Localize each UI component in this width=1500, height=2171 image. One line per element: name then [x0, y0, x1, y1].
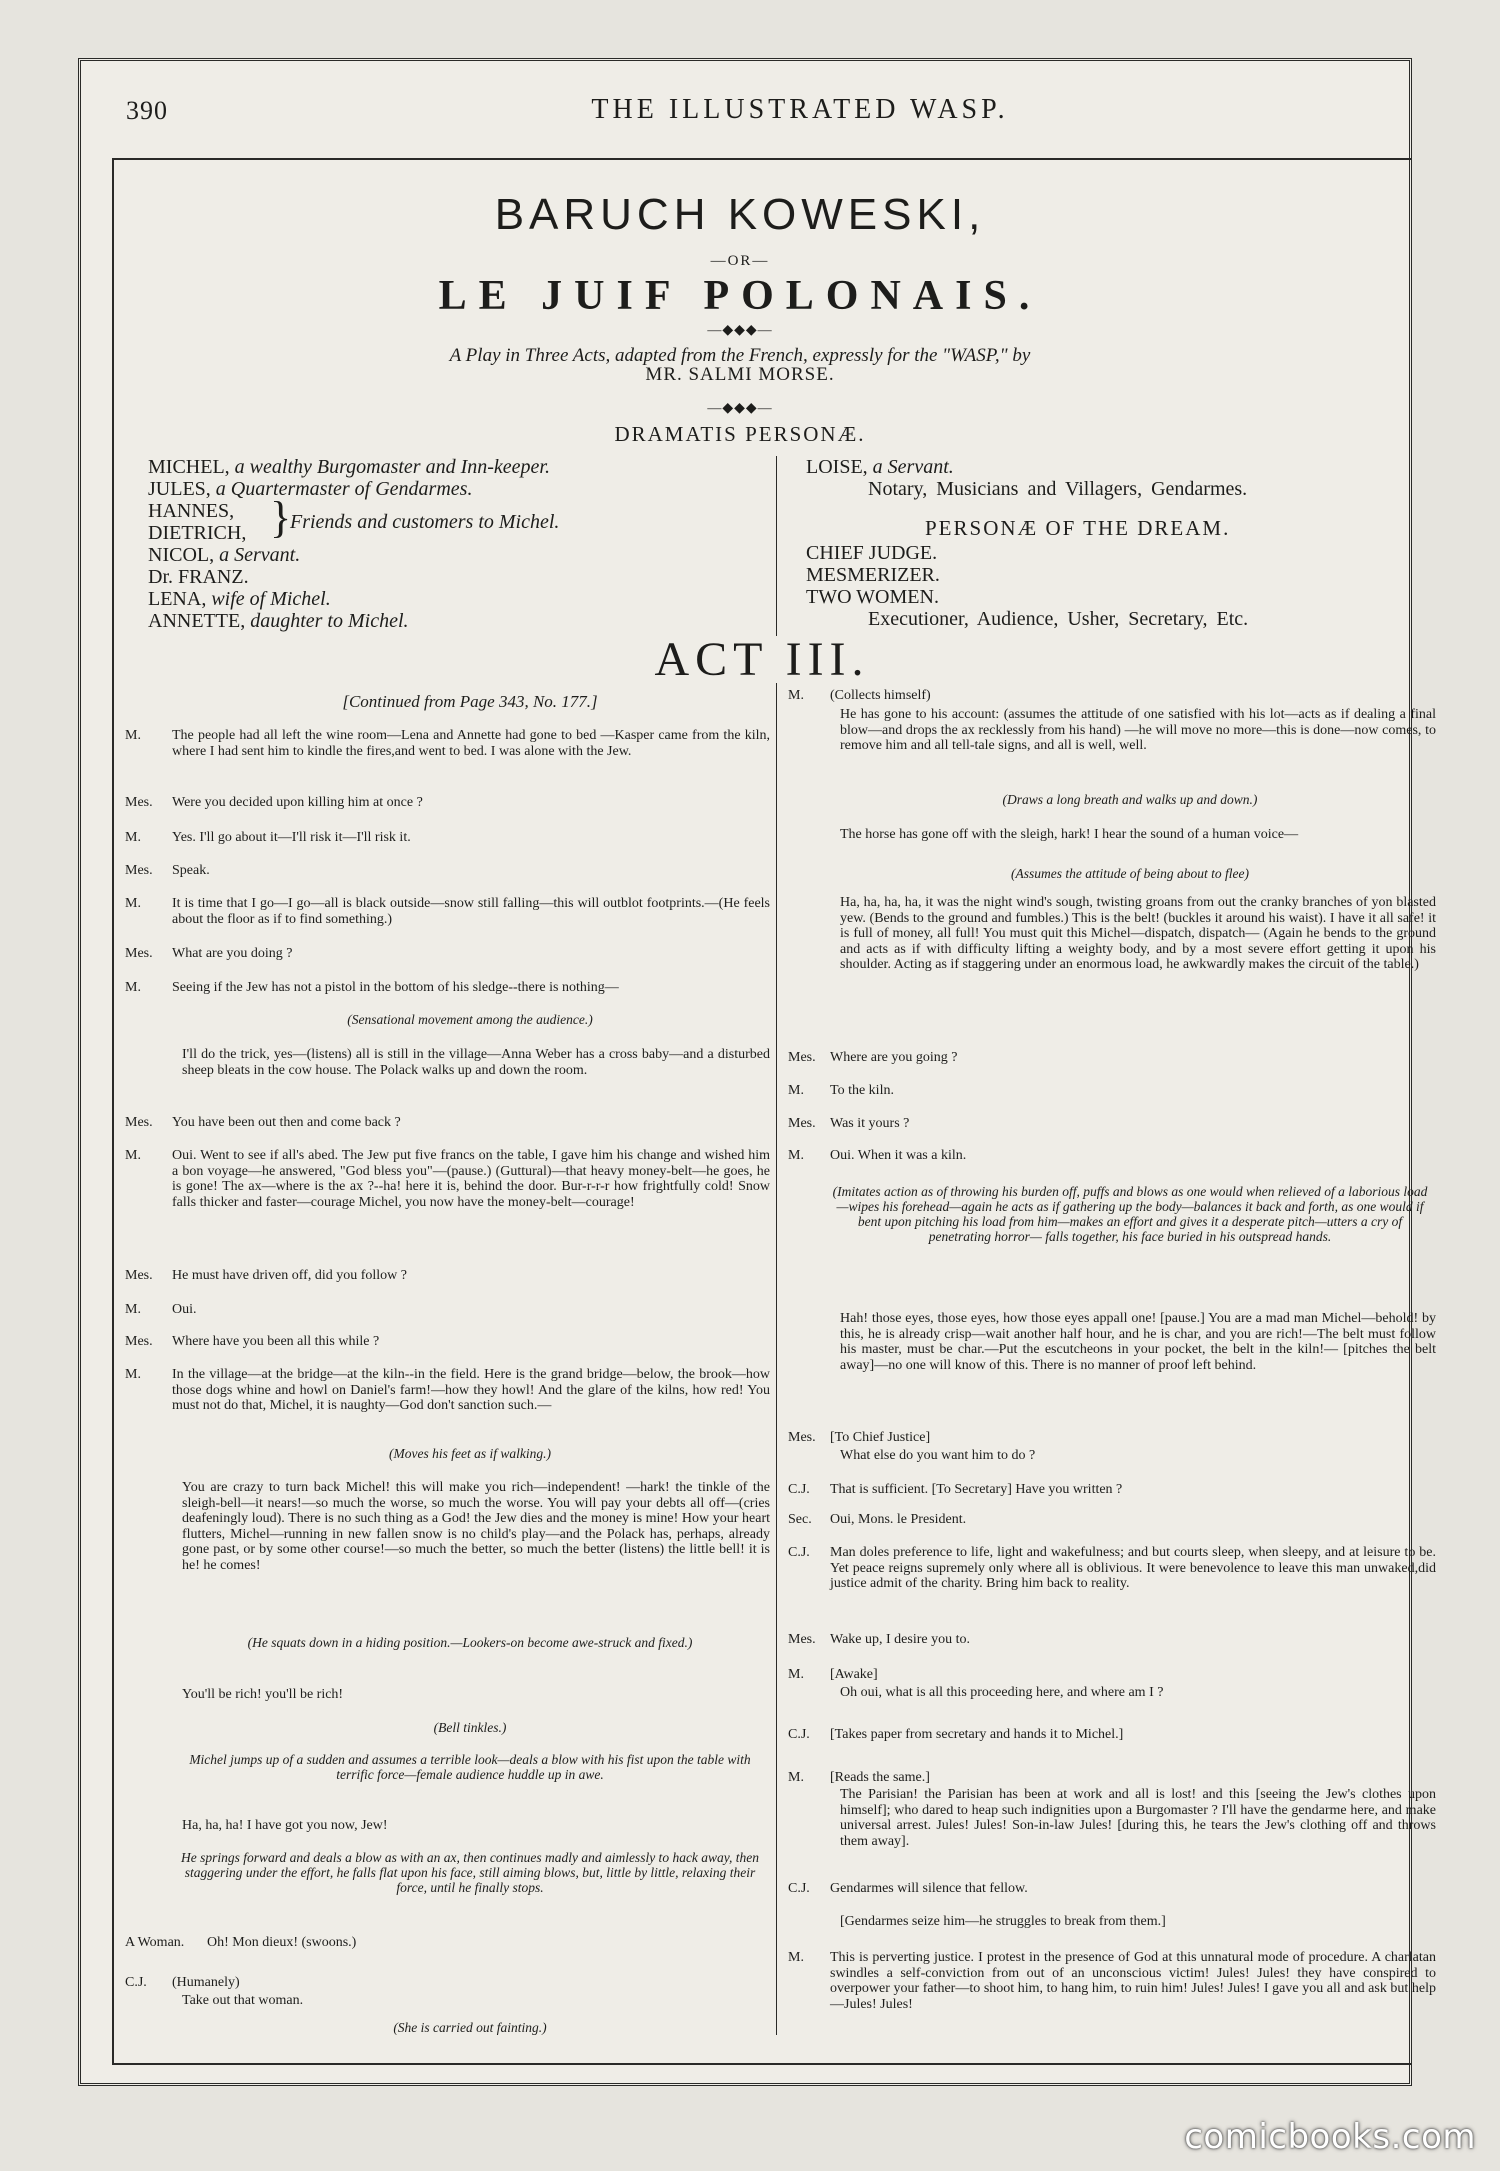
stage-direction: (Sensational movement among the audience.) [347, 1012, 593, 1027]
continued-note: [Continued from Page 343, No. 177.] [342, 692, 598, 711]
speaker-label: M. [788, 1950, 804, 1965]
ornament-divider: —◆◆◆— [707, 401, 773, 416]
speaker-label: M. [125, 830, 141, 845]
dream-cast-list [806, 542, 1366, 630]
dialogue-line: Ha, ha, ha! I have got you now, Jew! [182, 1818, 388, 1833]
dialogue-line: Oui, Mons. le President. [830, 1512, 967, 1527]
cast-others: Executioner, Audience, Usher, Secretary, Etc. [868, 608, 1249, 630]
cast-entry: CHIEF JUDGE. [806, 542, 938, 564]
cast-list-right [806, 456, 1366, 500]
cast-entry: TWO WOMEN. [806, 586, 939, 608]
dialogue-line: The people had all left the wine room—Lena and Annette had gone to bed —Kasper came from the kiln, where I had sent him to kindle the fires,and went to bed. I was alone with the Jew. [172, 728, 770, 759]
speaker-label: Sec. [788, 1512, 812, 1527]
dialogue-line: What else do you want him to do ? [840, 1448, 1036, 1463]
speaker-label: Mes. [125, 1334, 153, 1349]
dialogue-line: [Gendarmes seize him—he struggles to break from them.] [840, 1914, 1166, 1929]
dialogue-line: Man doles preference to life, light and wakefulness; and but courts sleep, when sleepy, and at leisure to be. Yet peace reigns supremely only where all is oblivious. It were benevolence to leave this man unwaked,did justice admit of the charity. Bring him back to reality. [830, 1545, 1436, 1592]
dialogue-line: To the kiln. [830, 1083, 894, 1098]
stage-direction: (He squats down in a hiding position.—Lookers-on become awe-struck and fixed.) [247, 1635, 693, 1650]
stage-direction: Michel jumps up of a sudden and assumes a terrible look—deals a blow with his fist upon the table with terrific force—female audience huddle up in awe. [189, 1752, 751, 1782]
dialogue-line: [To Chief Justice] [830, 1430, 931, 1445]
play-title: BARUCH KOWESKI, [494, 190, 986, 239]
cast-entry: NICOL, a Servant. [148, 544, 301, 566]
page-number: 390 [126, 96, 168, 125]
speaker-label: M. [125, 896, 141, 911]
dialogue-line: Gendarmes will silence that fellow. [830, 1881, 1028, 1896]
cast-divider [776, 456, 777, 636]
dialogue-line: That is sufficient. [To Secretary] Have you written ? [830, 1482, 1123, 1497]
dialogue-line: [Awake] [830, 1667, 878, 1682]
dialogue-line: (Humanely) [172, 1975, 240, 1990]
brace: } [270, 493, 292, 542]
play-author: MR. SALMI MORSE. [645, 364, 835, 385]
speaker-label: C.J. [788, 1727, 810, 1742]
dialogue-line: The Parisian! the Parisian has been at work and all is lost! and this [seeing the Jew's clothes upon himself]; who dared to heap such indignities upon a Burgomaster ? I'll have the gendarme here, and make universal arrest. Jules! Jules! Son-in-law Jules! [during this, he tears the Jew's clothing off and throws them away]. [840, 1787, 1436, 1849]
act-heading: ACT III. [654, 633, 870, 686]
dialogue-line: It is time that I go—I go—all is black outside—snow still falling—this will outblot footprints.—(He feels about the floor as if to find something.) [172, 896, 770, 927]
dialogue-line: You'll be rich! you'll be rich! [182, 1687, 344, 1702]
dialogue-line: Were you decided upon killing him at once ? [172, 795, 423, 810]
speaker-label: Mes. [125, 1115, 153, 1130]
dialogue-line: Seeing if the Jew has not a pistol in the bottom of his sledge--there is nothing— [172, 980, 619, 995]
speaker-label: Mes. [125, 795, 153, 810]
dialogue-line: Oui. When it was a kiln. [830, 1148, 967, 1163]
speaker-label: M. [788, 1667, 804, 1682]
speaker-label: Mes. [788, 1430, 816, 1445]
dialogue-line: Ha, ha, ha, ha, it was the night wind's sough, twisting groans from out the cranky branches of yon blasted yew. (Bends to the ground and fumbles.) This is the belt! (buckles it around his waist). I have it all safe! it is full of money, all full! You must quit this Michel—dispatch, dispatch— (Again he bends to the ground and acts as if with difficulty lifting a weighty body, and by a most severe effort getting it upon his shoulder. Acting as if staggering under an enormous load, he awkwardly makes the circuit of the table.) [840, 895, 1436, 973]
speaker-label: Mes. [788, 1116, 816, 1131]
dialogue-line: The horse has gone off with the sleigh, hark! I hear the sound of a human voice— [840, 827, 1299, 842]
stage-direction: (She is carried out fainting.) [393, 2020, 547, 2035]
dialogue-line: This is perverting justice. I protest in the presence of God at this unnatural mode of procedure. A charlatan swindles a self-conviction from out of an unconscious victim! Jules! Jules! they have conspired to overpower your father—to shoot him, to hang him, to ruin him! Jules! Jules! I gave you all and ask but help—Jules! Jules! [830, 1950, 1436, 2012]
title-or: —OR— [710, 253, 770, 269]
speaker-label: M. [125, 1302, 141, 1317]
column-divider [776, 683, 777, 2035]
stage-direction: He springs forward and deals a blow as with an ax, then continues madly and aimlessly to hack away, then staggering under the effort, he falls flat upon his face, still aiming blows, but, little by little, relaxing their force, until he finally stops. [180, 1850, 760, 1895]
dialogue-line: Was it yours ? [830, 1116, 910, 1131]
cast-entry: MESMERIZER. [806, 564, 940, 586]
dialogue-line: Oh oui, what is all this proceeding here, and where am I ? [840, 1685, 1164, 1700]
left-margin-rule [112, 158, 114, 2063]
dialogue-line: I'll do the trick, yes—(listens) all is still in the village—Anna Weber has a cross baby—and a disturbed sheep bleats in the cow house. The Polack walks up and down the room. [182, 1047, 770, 1078]
dialogue-line: [Takes paper from secretary and hands it to Michel.] [830, 1727, 1124, 1742]
dialogue-line: (Collects himself) [830, 688, 931, 703]
play-description: A Play in Three Acts, adapted from the French, expressly for the "WASP," by [449, 345, 1031, 366]
stage-direction: (Moves his feet as if walking.) [389, 1446, 551, 1461]
stage-direction: (Imitates action as of throwing his burden off, puffs and blows as one would when relieved of a laborious load—wipes his forehead—again he acts as if gathering up the body—balances it back and forth, as one would if bent upon pitching his load from him—makes an effort and gives it a desperate pitch—utters a cry of penetrating horror— falls together, his face buried in his outspread hands. [832, 1184, 1428, 1244]
dialogue-line: What are you doing ? [172, 946, 293, 961]
speaker-label: M. [788, 1770, 804, 1785]
speaker-label: M. [125, 980, 141, 995]
footer-rule [112, 2063, 1412, 2065]
dialogue-line: Wake up, I desire you to. [830, 1632, 970, 1647]
speaker-label: M. [788, 1083, 804, 1098]
dialogue-line: Where are you going ? [830, 1050, 958, 1065]
cast-entry: Dr. FRANZ. [148, 566, 249, 588]
speaker-label: C.J. [788, 1482, 810, 1497]
speaker-label: C.J. [125, 1975, 147, 1990]
dialogue-line: You have been out then and come back ? [172, 1115, 401, 1130]
cast-entry: MICHEL, a wealthy Burgomaster and Inn-keeper. [148, 456, 550, 478]
dialogue-line: He has gone to his account: (assumes the attitude of one satisfied with his lot—acts as if dealing a final blow—and drops the ax recklessly from his hand) —he will move no more—this is done—now comes, to remove him and all tell-tale signs, and all is well, well. [840, 707, 1436, 754]
dramatis-personae-heading: DRAMATIS PERSONÆ. [614, 422, 866, 446]
speaker-label: Mes. [788, 1632, 816, 1647]
speaker-label: A Woman. [125, 1935, 185, 1950]
cast-entry: LENA, wife of Michel. [148, 588, 331, 610]
speaker-label: M. [788, 1148, 804, 1163]
dialogue-line: Yes. I'll go about it—I'll risk it—I'll risk it. [172, 830, 411, 845]
ornament-divider: —◆◆◆— [707, 323, 773, 338]
speaker-label: M. [125, 1148, 141, 1163]
dialogue-line: Oui. [172, 1302, 197, 1317]
stage-direction: (Bell tinkles.) [433, 1720, 507, 1735]
dialogue-line: He must have driven off, did you follow ? [172, 1268, 407, 1283]
speaker-label: Mes. [788, 1050, 816, 1065]
dialogue-line: Hah! those eyes, those eyes, how those eyes appall one! [pause.] You are a mad man Michel—behold! by this, he is already crisp—wait another half hour, and he is char, and you are rich!—The belt must follow his master, must be char.—Put the escutcheons in your pocket, the belt in the kiln!— [pitches the belt away]—no one will know of this. There is no manner of proof left behind. [840, 1311, 1436, 1373]
stage-direction: (Assumes the attitude of being about to flee) [1010, 866, 1250, 881]
speaker-label: C.J. [788, 1545, 810, 1560]
cast-entry: HANNES, DIETRICH, } Friends and customers to Michel. [148, 493, 560, 544]
speaker-label: Mes. [125, 1268, 153, 1283]
watermark: comicbooks.com [1184, 2117, 1476, 2157]
speaker-label: M. [125, 728, 141, 743]
stage-direction: (Draws a long breath and walks up and down.) [1002, 792, 1258, 807]
dialogue-line: Oh! Mon dieux! (swoons.) [207, 1935, 357, 1950]
dialogue-line: In the village—at the bridge—at the kiln--in the field. Here is the grand bridge—below, the brook—how those dogs whine and howl on Daniel's farm!—how they howl! And the glare of the kilns, how red! You must not do that, Michel, it is naughty—God don't sanction such.— [172, 1367, 770, 1414]
header-rule [112, 158, 1412, 160]
dialogue-line: [Reads the same.] [830, 1770, 930, 1785]
masthead: THE ILLUSTRATED WASP. [591, 94, 1009, 125]
dialogue-line: Take out that woman. [182, 1993, 304, 2008]
dialogue-line: Where have you been all this while ? [172, 1334, 380, 1349]
speaker-label: Mes. [125, 863, 153, 878]
cast-list-left [148, 456, 768, 632]
speaker-label: C.J. [788, 1881, 810, 1896]
cast-others: Notary, Musicians and Villagers, Gendarmes. [868, 478, 1248, 500]
speaker-label: Mes. [125, 946, 153, 961]
cast-entry: LOISE, a Servant. [806, 456, 954, 478]
cast-entry: ANNETTE, daughter to Michel. [148, 610, 409, 632]
dialogue-line: Oui. Went to see if all's abed. The Jew put five francs on the table, I gave him his change and wished him a bon voyage—he answered, "God bless you"—(pause.) (Guttural)—that heavy money-belt—he goes, he is gone! The ax—where is the ax ?--ha! here it is, behind the door. Bur-r-r-r how frightfully cold! Snow falls thicker and faster—courage Michel, you now have the money-belt—courage! [172, 1148, 770, 1210]
speaker-label: M. [125, 1367, 141, 1382]
dream-personae-heading: PERSONÆ OF THE DREAM. [925, 516, 1231, 540]
speaker-label: M. [788, 688, 804, 703]
dialogue-line: Speak. [172, 863, 210, 878]
dialogue-line: You are crazy to turn back Michel! this will make you rich—independent! —hark! the tinkle of the sleigh-bell—it nears!—so much the worse, so much the worse. You will pay your debts all off—(cries deafeningly loud). There is no such thing as a God! the Jew dies and the money is mine! How your heart flutters, Michel—running in new fallen snow is no child's play—and the Polack has, perhaps, already gone past, or by some other course!—so much the better, so much the better (listens) the little bell! it is he! he comes! [182, 1480, 770, 1573]
cast-entry: JULES, a Quartermaster of Gendarmes. [148, 478, 473, 500]
play-subtitle: LE JUIF POLONAIS. [438, 273, 1042, 319]
